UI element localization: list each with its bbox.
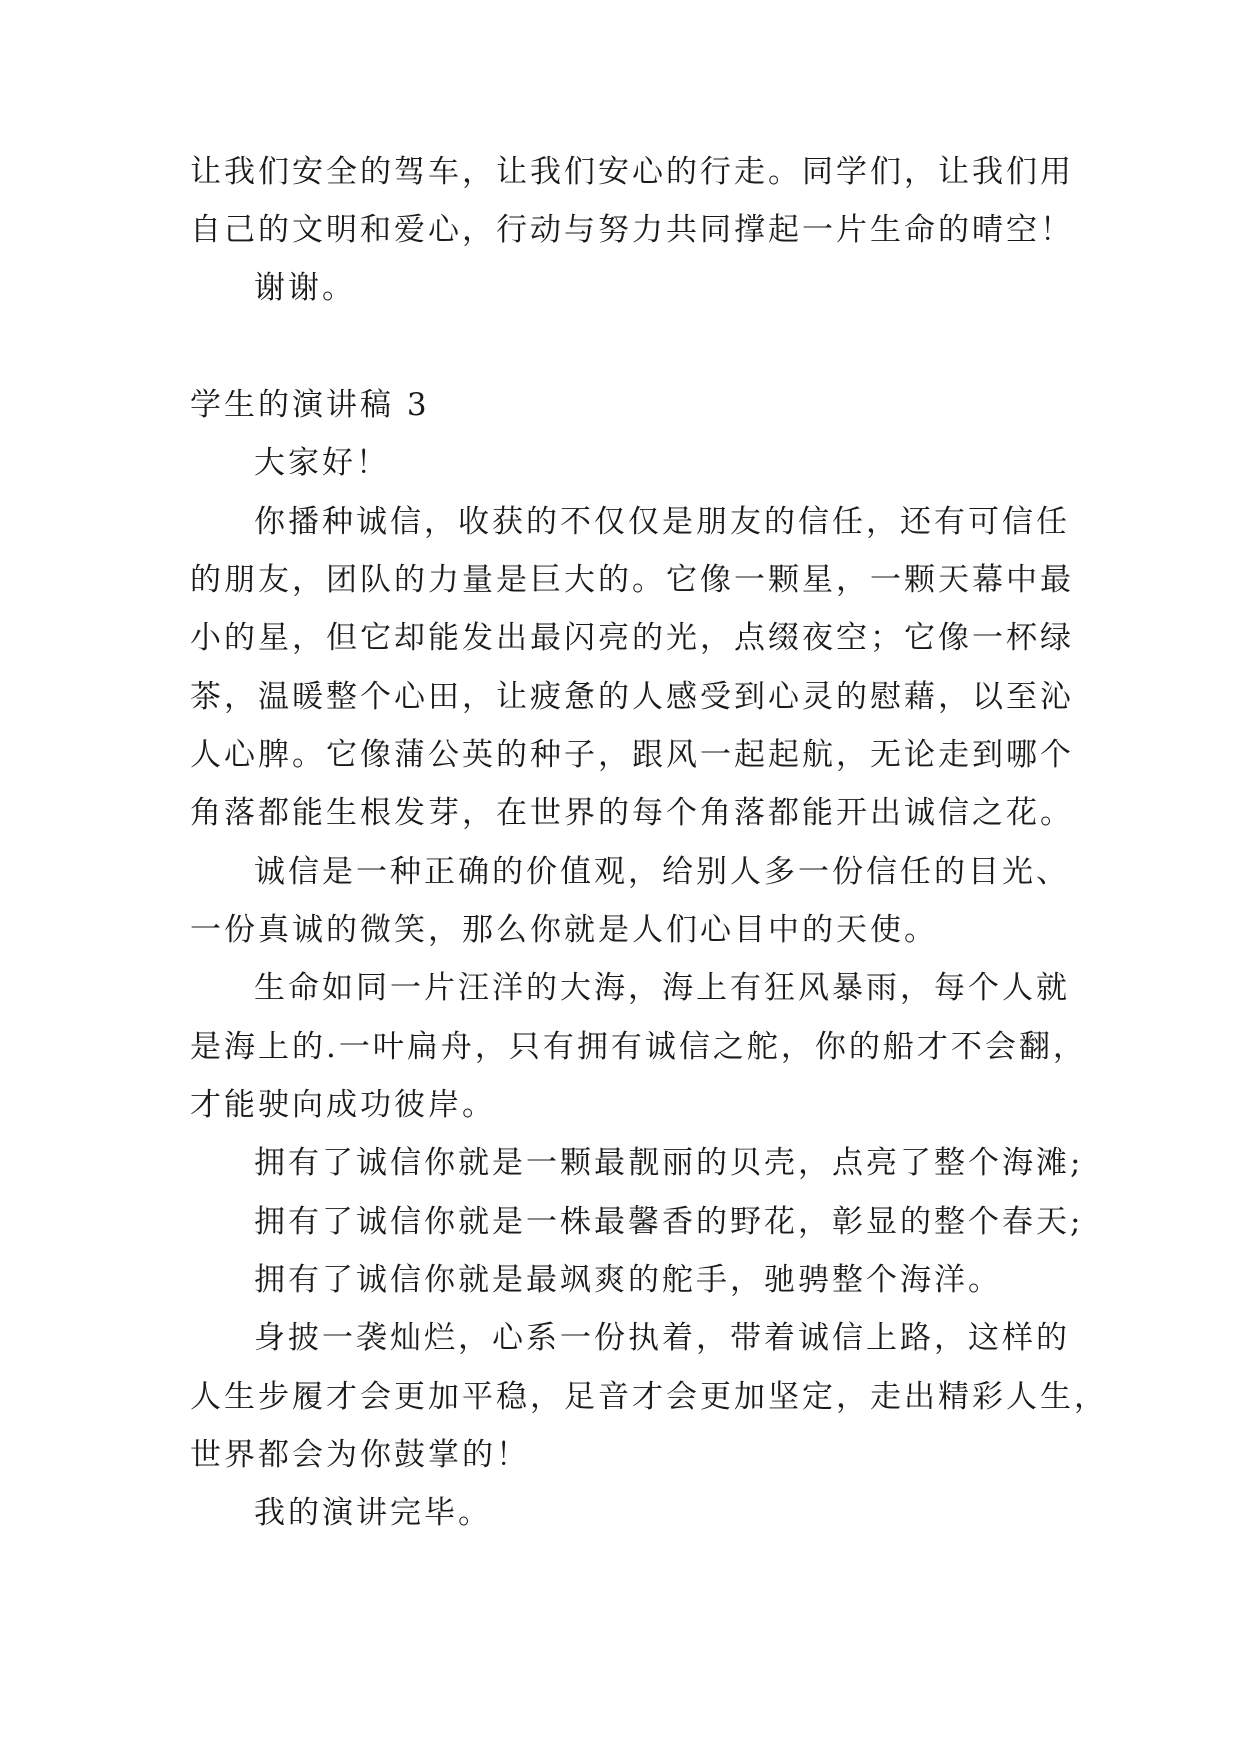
paragraph-line: 你播种诚信，收获的不仅仅是朋友的信任，还有可信任: [254, 504, 1070, 540]
paragraph-line: 小的星，但它却能发出最闪亮的光，点缀夜空；它像一杯绿: [190, 620, 1074, 656]
paragraph-line: 茶，温暖整个心田，让疲惫的人感受到心灵的慰藉，以至沁: [190, 679, 1074, 715]
paragraph-line: 世界都会为你鼓掌的！: [190, 1437, 530, 1473]
section-heading: 学生的演讲稿 3: [190, 387, 430, 423]
paragraph-line: 让我们安全的驾车，让我们安心的行走。同学们，让我们用: [190, 154, 1074, 190]
paragraph-line: 的朋友，团队的力量是巨大的。它像一颗星，一颗天幕中最: [190, 562, 1074, 598]
paragraph-line: 自己的文明和爱心，行动与努力共同撑起一片生命的晴空！: [190, 212, 1074, 248]
paragraph-line: 诚信是一种正确的价值观，给别人多一份信任的目光、: [254, 854, 1070, 890]
closing-line: 我的演讲完毕。: [254, 1495, 492, 1531]
paragraph-line: 身披一袭灿烂，心系一份执着，带着诚信上路，这样的: [254, 1320, 1070, 1356]
paragraph-line: 人生步履才会更加平稳，足音才会更加坚定，走出精彩人生，: [190, 1379, 1108, 1415]
paragraph-line: 人心脾。它像蒲公英的种子，跟风一起起航，无论走到哪个: [190, 737, 1074, 773]
paragraph-line: 拥有了诚信你就是一颗最靓丽的贝壳，点亮了整个海滩;: [254, 1145, 1084, 1181]
paragraph-line: 拥有了诚信你就是一株最馨香的野花，彰显的整个春天;: [254, 1204, 1084, 1240]
paragraph-line: 一份真诚的微笑，那么你就是人们心目中的天使。: [190, 912, 938, 948]
greeting-line: 大家好！: [254, 445, 390, 481]
paragraph-line: 角落都能生根发芽，在世界的每个角落都能开出诚信之花。: [190, 795, 1074, 831]
paragraph-line: 生命如同一片汪洋的大海，海上有狂风暴雨，每个人就: [254, 970, 1070, 1006]
paragraph-line: 拥有了诚信你就是最飒爽的舵手，驰骋整个海洋。: [254, 1262, 1002, 1298]
paragraph-line: 谢谢。: [254, 270, 356, 306]
paragraph-line: 是海上的.一叶扁舟，只有拥有诚信之舵，你的船才不会翻，: [190, 1029, 1087, 1065]
paragraph-line: 才能驶向成功彼岸。: [190, 1087, 496, 1123]
